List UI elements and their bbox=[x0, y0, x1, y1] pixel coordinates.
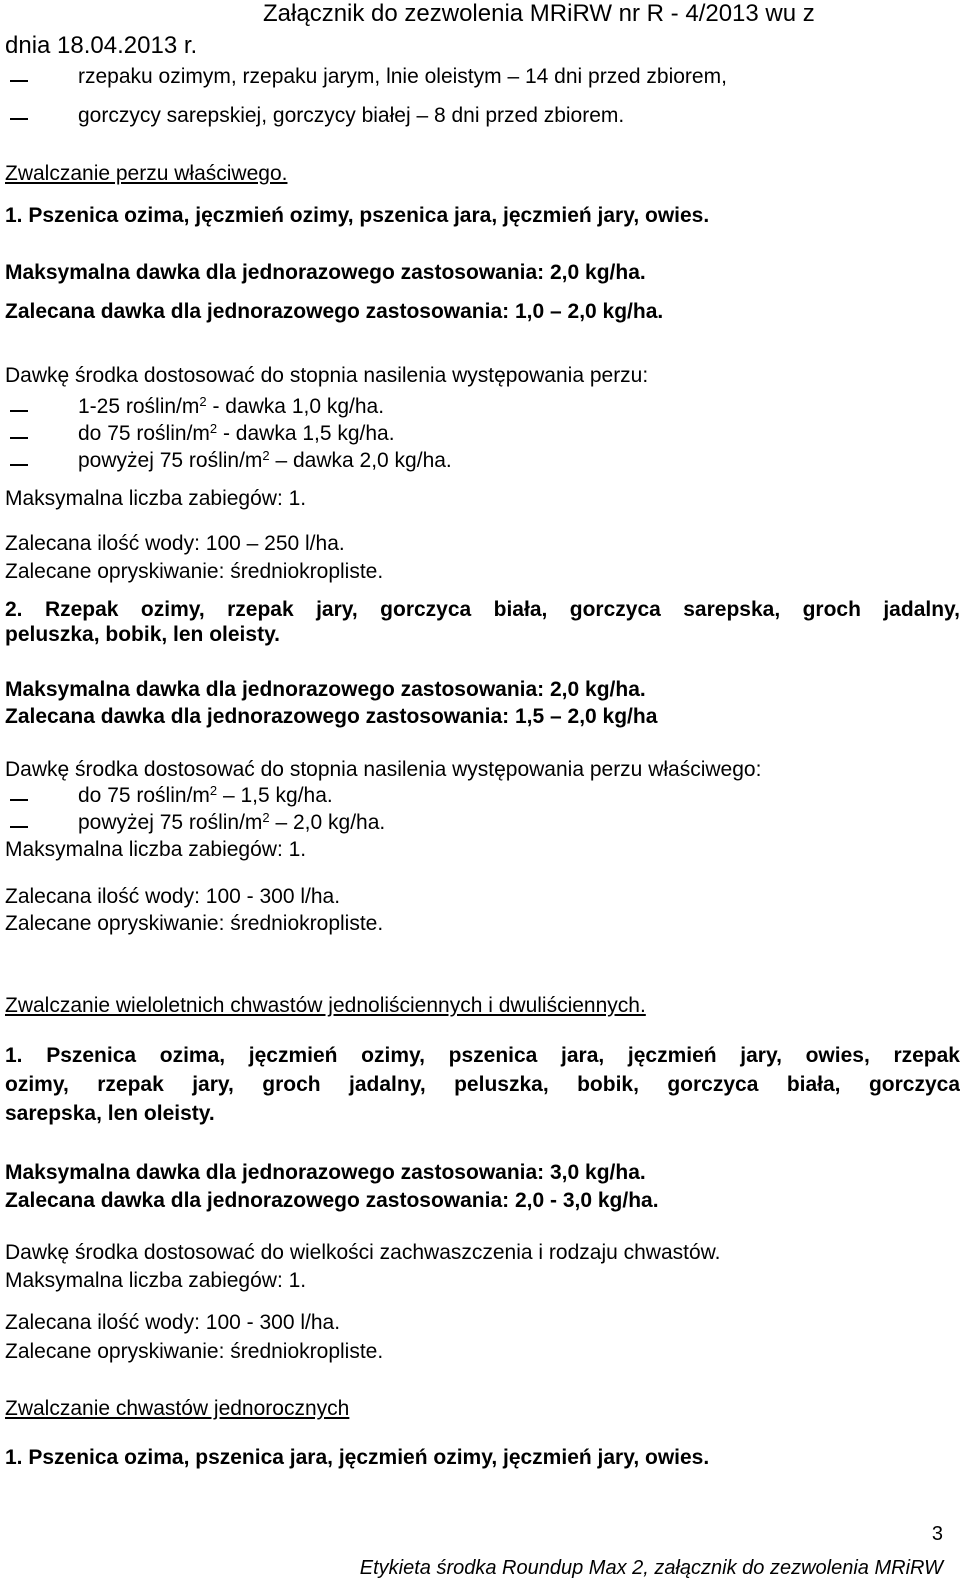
max-dose: Maksymalna dawka dla jednorazowego zastosowania: 2,0 kg/ha. bbox=[5, 261, 646, 284]
intro-bullet-2: gorczycy sarepskiej, gorczycy białej – 8 dni przed zbiorem. bbox=[78, 104, 625, 127]
dose-adjust-text: Dawkę środka dostosować do stopnia nasilenia występowania perzu: bbox=[5, 364, 649, 387]
crop-title-1: 1. Pszenica ozima, jęczmień ozimy, pszenica jara, jęczmień jary, owies. bbox=[5, 204, 710, 227]
dose-bullet-3: powyżej 75 roślin/$m^2$ – dawka 2,0 kg/ha. bbox=[78, 448, 452, 472]
water-amount: Zalecana ilość wody: 100 - 300 l/ha. bbox=[5, 885, 341, 908]
dose-bullet-1: 1-25 roślin/$m^2$ - dawka 1,0 kg/ha. bbox=[78, 394, 385, 418]
crop-title: 1. Pszenica ozima, pszenica jara, jęczmień ozimy, jęczmień jary, owies. bbox=[5, 1446, 710, 1469]
intro-bullet-1: rzepaku ozimym, rzepaku jarym, lnie oleistym – 14 dni przed zbiorem, bbox=[78, 65, 727, 88]
header-date: dnia 18.04.2013 r. bbox=[5, 32, 198, 59]
dose-bullet-1: do 75 roślin/$m^2 - 1,5$ kg/ha. bbox=[78, 783, 333, 807]
dose-adjust-text: Dawkę środka dostosować do wielkości zachwaszczenia i rodzaju chwastów. bbox=[5, 1241, 721, 1264]
water-amount: Zalecana ilość wody: 100 - 300 l/ha. bbox=[5, 1311, 341, 1334]
spray-type: Zalecane opryskiwanie: średniokropliste. bbox=[5, 912, 384, 935]
bullet-dash bbox=[10, 437, 28, 439]
page-number: 3 bbox=[931, 1523, 943, 1545]
dose-adjust-text: Dawkę środka dostosować do stopnia nasilenia występowania perzu właściwego: bbox=[5, 758, 762, 781]
crop-title-line-1: 1. Pszenica ozima, jęczmień ozimy, pszenica jara, jęczmień jary, owies, rzepak bbox=[5, 1044, 960, 1067]
bullet-dash bbox=[10, 410, 28, 412]
max-treatments: Maksymalna liczba zabiegów: 1. bbox=[5, 487, 307, 510]
recommended-dose: Zalecana dawka dla jednorazowego zastosowania: 2,0 - 3,0 kg/ha. bbox=[5, 1189, 659, 1212]
crop-title-line-2: ozimy, rzepak jary, groch jadalny, peluszka, bobik, gorczyca biała, gorczyca bbox=[5, 1073, 960, 1096]
bullet-dash bbox=[10, 826, 28, 828]
bullet-dash bbox=[10, 118, 28, 120]
section-heading-perz: Zwalczanie perzu właściwego. bbox=[5, 162, 288, 185]
crop-title-2-line-1: 2. Rzepak ozimy, rzepak jary, gorczyca biała, gorczyca sarepska, groch jadalny, bbox=[5, 598, 960, 621]
bullet-dash bbox=[10, 80, 28, 82]
bullet-dash bbox=[10, 464, 28, 466]
recommended-dose: Zalecana dawka dla jednorazowego zastosowania: 1,5 – 2,0 kg/ha bbox=[5, 705, 658, 728]
section-heading-perennial: Zwalczanie wieloletnich chwastów jednoliściennych i dwuliściennych. bbox=[5, 994, 646, 1017]
max-treatments: Maksymalna liczba zabiegów: 1. bbox=[5, 1269, 307, 1292]
footer-text: Etykieta środka Roundup Max 2, załącznik do zezwolenia MRiRW bbox=[359, 1557, 943, 1579]
header-title: Załącznik do zezwolenia MRiRW nr R - 4/2013 wu z bbox=[263, 0, 815, 27]
crop-title-2-line-2: peluszka, bobik, len oleisty. bbox=[5, 623, 281, 646]
max-dose: Maksymalna dawka dla jednorazowego zastosowania: 3,0 kg/ha. bbox=[5, 1161, 646, 1184]
spray-type: Zalecane opryskiwanie: średniokropliste. bbox=[5, 1340, 384, 1363]
dose-bullet-2: do 75 roślin/$m^2$ - dawka 1,5 kg/ha. bbox=[78, 421, 395, 445]
recommended-dose: Zalecana dawka dla jednorazowego zastosowania: 1,0 – 2,0 kg/ha. bbox=[5, 300, 664, 323]
max-treatments: Maksymalna liczba zabiegów: 1. bbox=[5, 838, 307, 861]
water-amount: Zalecana ilość wody: 100 – 250 l/ha. bbox=[5, 532, 345, 555]
bullet-dash bbox=[10, 799, 28, 801]
section-heading-annual: Zwalczanie chwastów jednorocznych bbox=[5, 1397, 350, 1420]
max-dose: Maksymalna dawka dla jednorazowego zastosowania: 2,0 kg/ha. bbox=[5, 678, 646, 701]
dose-bullet-2: powyżej 75 roślin/$m^2 - 2,0$ kg/ha. bbox=[78, 810, 386, 834]
crop-title-line-3: sarepska, len oleisty. bbox=[5, 1102, 215, 1125]
spray-type: Zalecane opryskiwanie: średniokropliste. bbox=[5, 560, 384, 583]
